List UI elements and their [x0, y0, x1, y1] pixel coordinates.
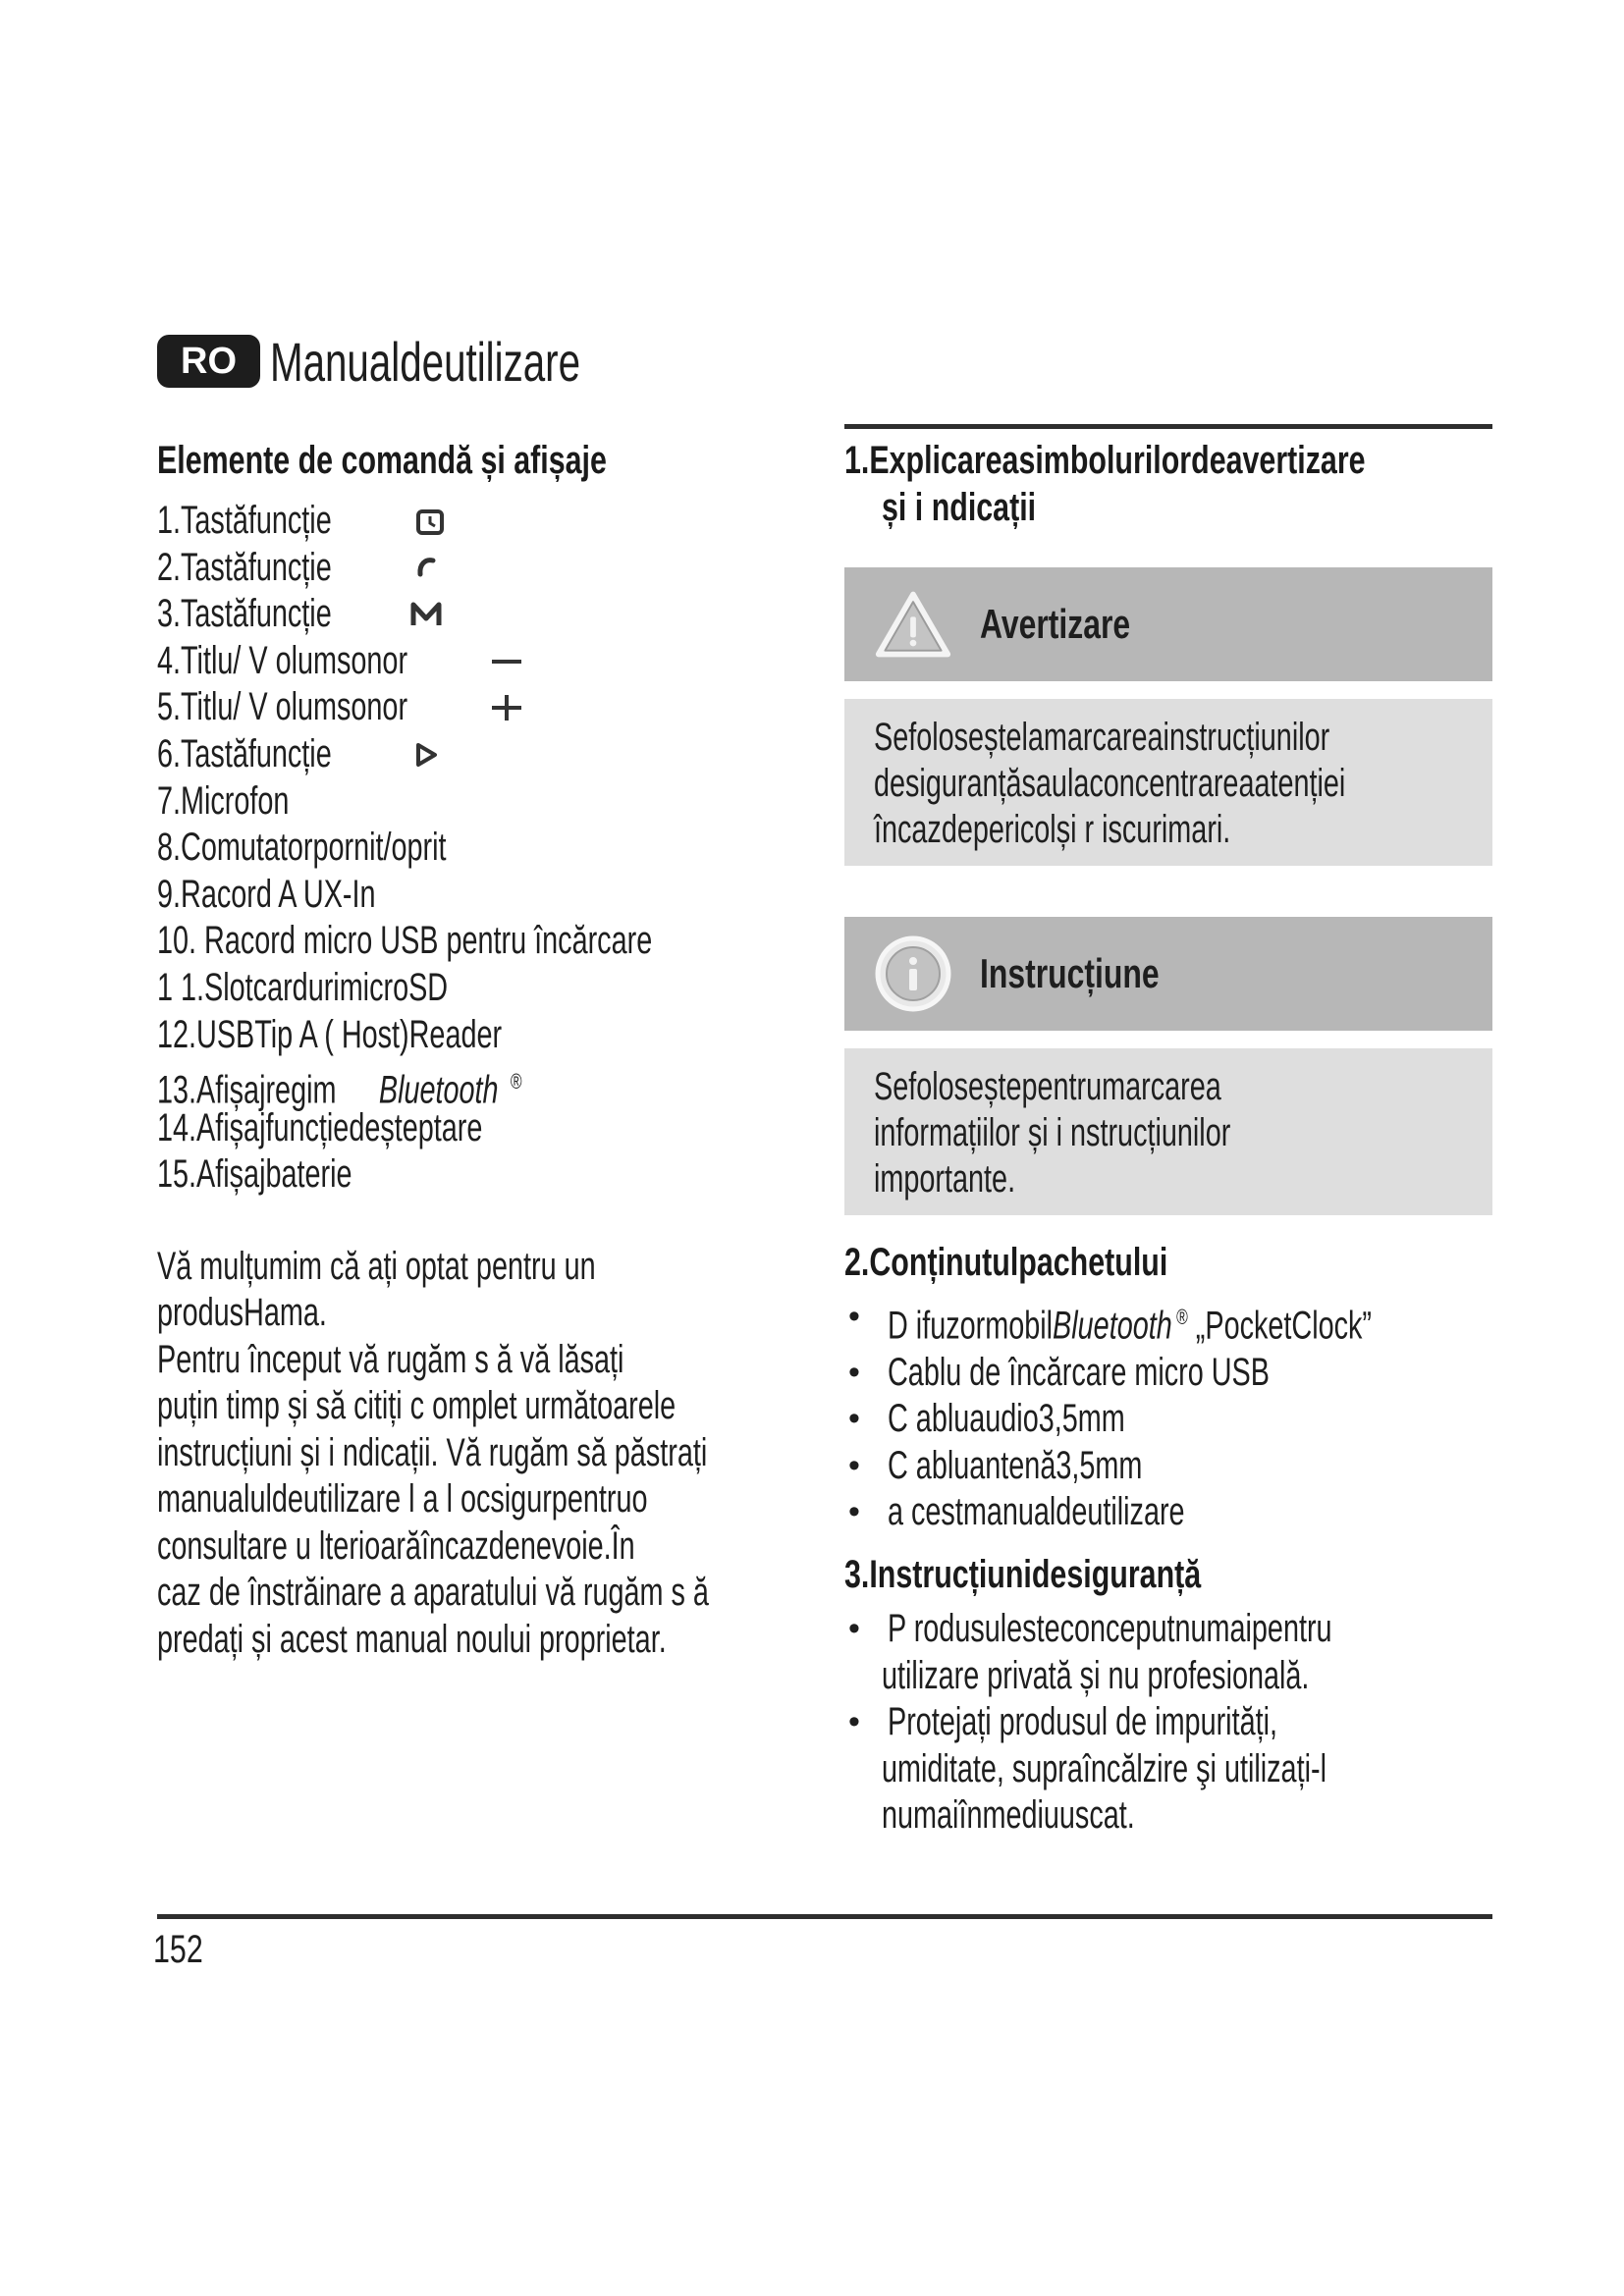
control-item-5: 5.Titlu/ V olumsonor	[157, 684, 795, 731]
list-item: • C abluantenă3,5mm	[844, 1443, 1492, 1490]
control-item-10: 10. Racord micro USB pentru încărcare	[157, 919, 653, 963]
info-text-line: Sefoloseștepentrumarcarea	[874, 1065, 1221, 1108]
top-divider	[844, 424, 1492, 429]
minus-icon	[487, 638, 526, 685]
page-number: 152	[153, 1928, 203, 1971]
control-item-1: 1.Tastăfuncție	[157, 498, 795, 545]
intro-line: consultare u lterioarăîncazdenevoie.În	[157, 1523, 635, 1568]
control-item-12: 12.USBTip A ( Host)Reader	[157, 1012, 503, 1056]
safety-list	[844, 1606, 1492, 1840]
warning-notice-body	[844, 699, 1492, 866]
intro-line: instrucțiuni și i ndicații. Vă rugăm să păstrați	[157, 1430, 708, 1474]
registered-mark: ®	[1176, 1305, 1188, 1329]
warning-text-line: desiguranțăsaulaconcentrareaatenției	[874, 762, 1346, 805]
list-item: • a cestmanualdeutilizare	[844, 1489, 1492, 1536]
play-icon	[406, 731, 446, 778]
bluetooth-label: Bluetooth	[1053, 1304, 1172, 1348]
mode-m-icon	[406, 591, 446, 638]
info-notice-header	[844, 917, 1492, 1031]
control-item-3: 3.Tastăfuncție	[157, 591, 795, 638]
list-item: • D ifuzormobilBluetooth ® „PocketClock”	[844, 1294, 1492, 1350]
control-item-6: 6.Tastăfuncție	[157, 731, 795, 778]
document-title: Manualdeutilizare	[270, 330, 581, 393]
symbols-heading: 1.Explicareasimbolurilordeavertizare și i ndicații	[844, 439, 1366, 529]
intro-line: predați și acest manual noului proprietar.	[157, 1617, 667, 1661]
safety-section	[844, 1551, 1492, 1840]
package-contents-list	[844, 1294, 1492, 1536]
right-column	[844, 437, 1492, 531]
warning-label: Avertizare	[980, 601, 1131, 647]
info-text-line: importante.	[874, 1157, 1016, 1201]
info-text-line: informațiilor și i nstrucțiunilor	[874, 1111, 1231, 1154]
warning-notice-header	[844, 567, 1492, 681]
list-item: • Cablu de încărcare micro USB	[844, 1350, 1492, 1397]
control-item-14: 14.Afișajfuncțiedeșteptare	[157, 1105, 483, 1149]
bottom-divider	[157, 1914, 1492, 1919]
control-item-7: 7.Microfon	[157, 778, 290, 823]
control-item-2: 2.Tastăfuncție	[157, 545, 795, 592]
bluetooth-label: Bluetooth	[378, 1068, 499, 1112]
phone-handset-icon	[406, 545, 446, 592]
intro-line: Pentru început vă rugăm s ă vă lăsați	[157, 1337, 624, 1381]
package-contents-section	[844, 1239, 1492, 1536]
package-contents-heading: 2.Conținutulpachetului	[844, 1241, 1168, 1284]
control-item-8: 8.Comutatorpornit/oprit	[157, 826, 447, 870]
intro-line: produsHama.	[157, 1291, 327, 1335]
control-item-9: 9.Racord A UX-In	[157, 872, 376, 916]
plus-icon	[487, 684, 526, 731]
list-item: • C abluaudio3,5mm	[844, 1396, 1492, 1443]
warning-text-line: Sefoloseștelamarcareainstrucțiunilor	[874, 716, 1330, 759]
info-notice-body	[844, 1048, 1492, 1215]
intro-line: caz de înstrăinare a aparatului vă rugăm s ă	[157, 1571, 709, 1615]
list-item: • P rodusulesteconceputnumaipentru utilizare privată și nu profesională.	[844, 1606, 1492, 1699]
controls-heading: Elemente de comandă și afișaje	[157, 439, 607, 482]
list-item: • Protejați produsul de impurități, umiditate, supraîncălzire şi utilizați-l numaiînmediuuscat.	[844, 1699, 1492, 1840]
intro-line: puțin timp și să citiți c omplet următoarele	[157, 1384, 677, 1428]
control-item-4: 4.Titlu/ V olumsonor	[157, 638, 795, 685]
controls-list	[157, 498, 795, 1199]
control-item-13: 13.Afișajregim Bluetooth ®	[157, 1068, 522, 1112]
control-item-11: 1 1.SlotcardurimicroSD	[157, 965, 449, 1009]
info-label: Instrucțiune	[980, 950, 1160, 996]
language-badge: RO	[157, 335, 260, 388]
page-header	[157, 332, 701, 391]
intro-line: Vă mulțumim că ați optat pentru un	[157, 1244, 596, 1288]
control-item-15: 15.Afișajbaterie	[157, 1152, 352, 1197]
info-circle-icon	[874, 934, 952, 1013]
warning-triangle-icon	[874, 585, 952, 664]
safety-heading: 3.Instrucțiunidesiguranță	[844, 1553, 1202, 1596]
alarm-clock-icon	[410, 498, 450, 545]
warning-text-line: încazdepericolși r iscurimari.	[874, 808, 1231, 851]
intro-line: manualuldeutilizare l a l ocsigurpentruo	[157, 1477, 648, 1522]
left-column	[157, 437, 795, 1663]
registered-mark: ®	[510, 1069, 522, 1095]
intro-paragraph	[157, 1244, 795, 1664]
